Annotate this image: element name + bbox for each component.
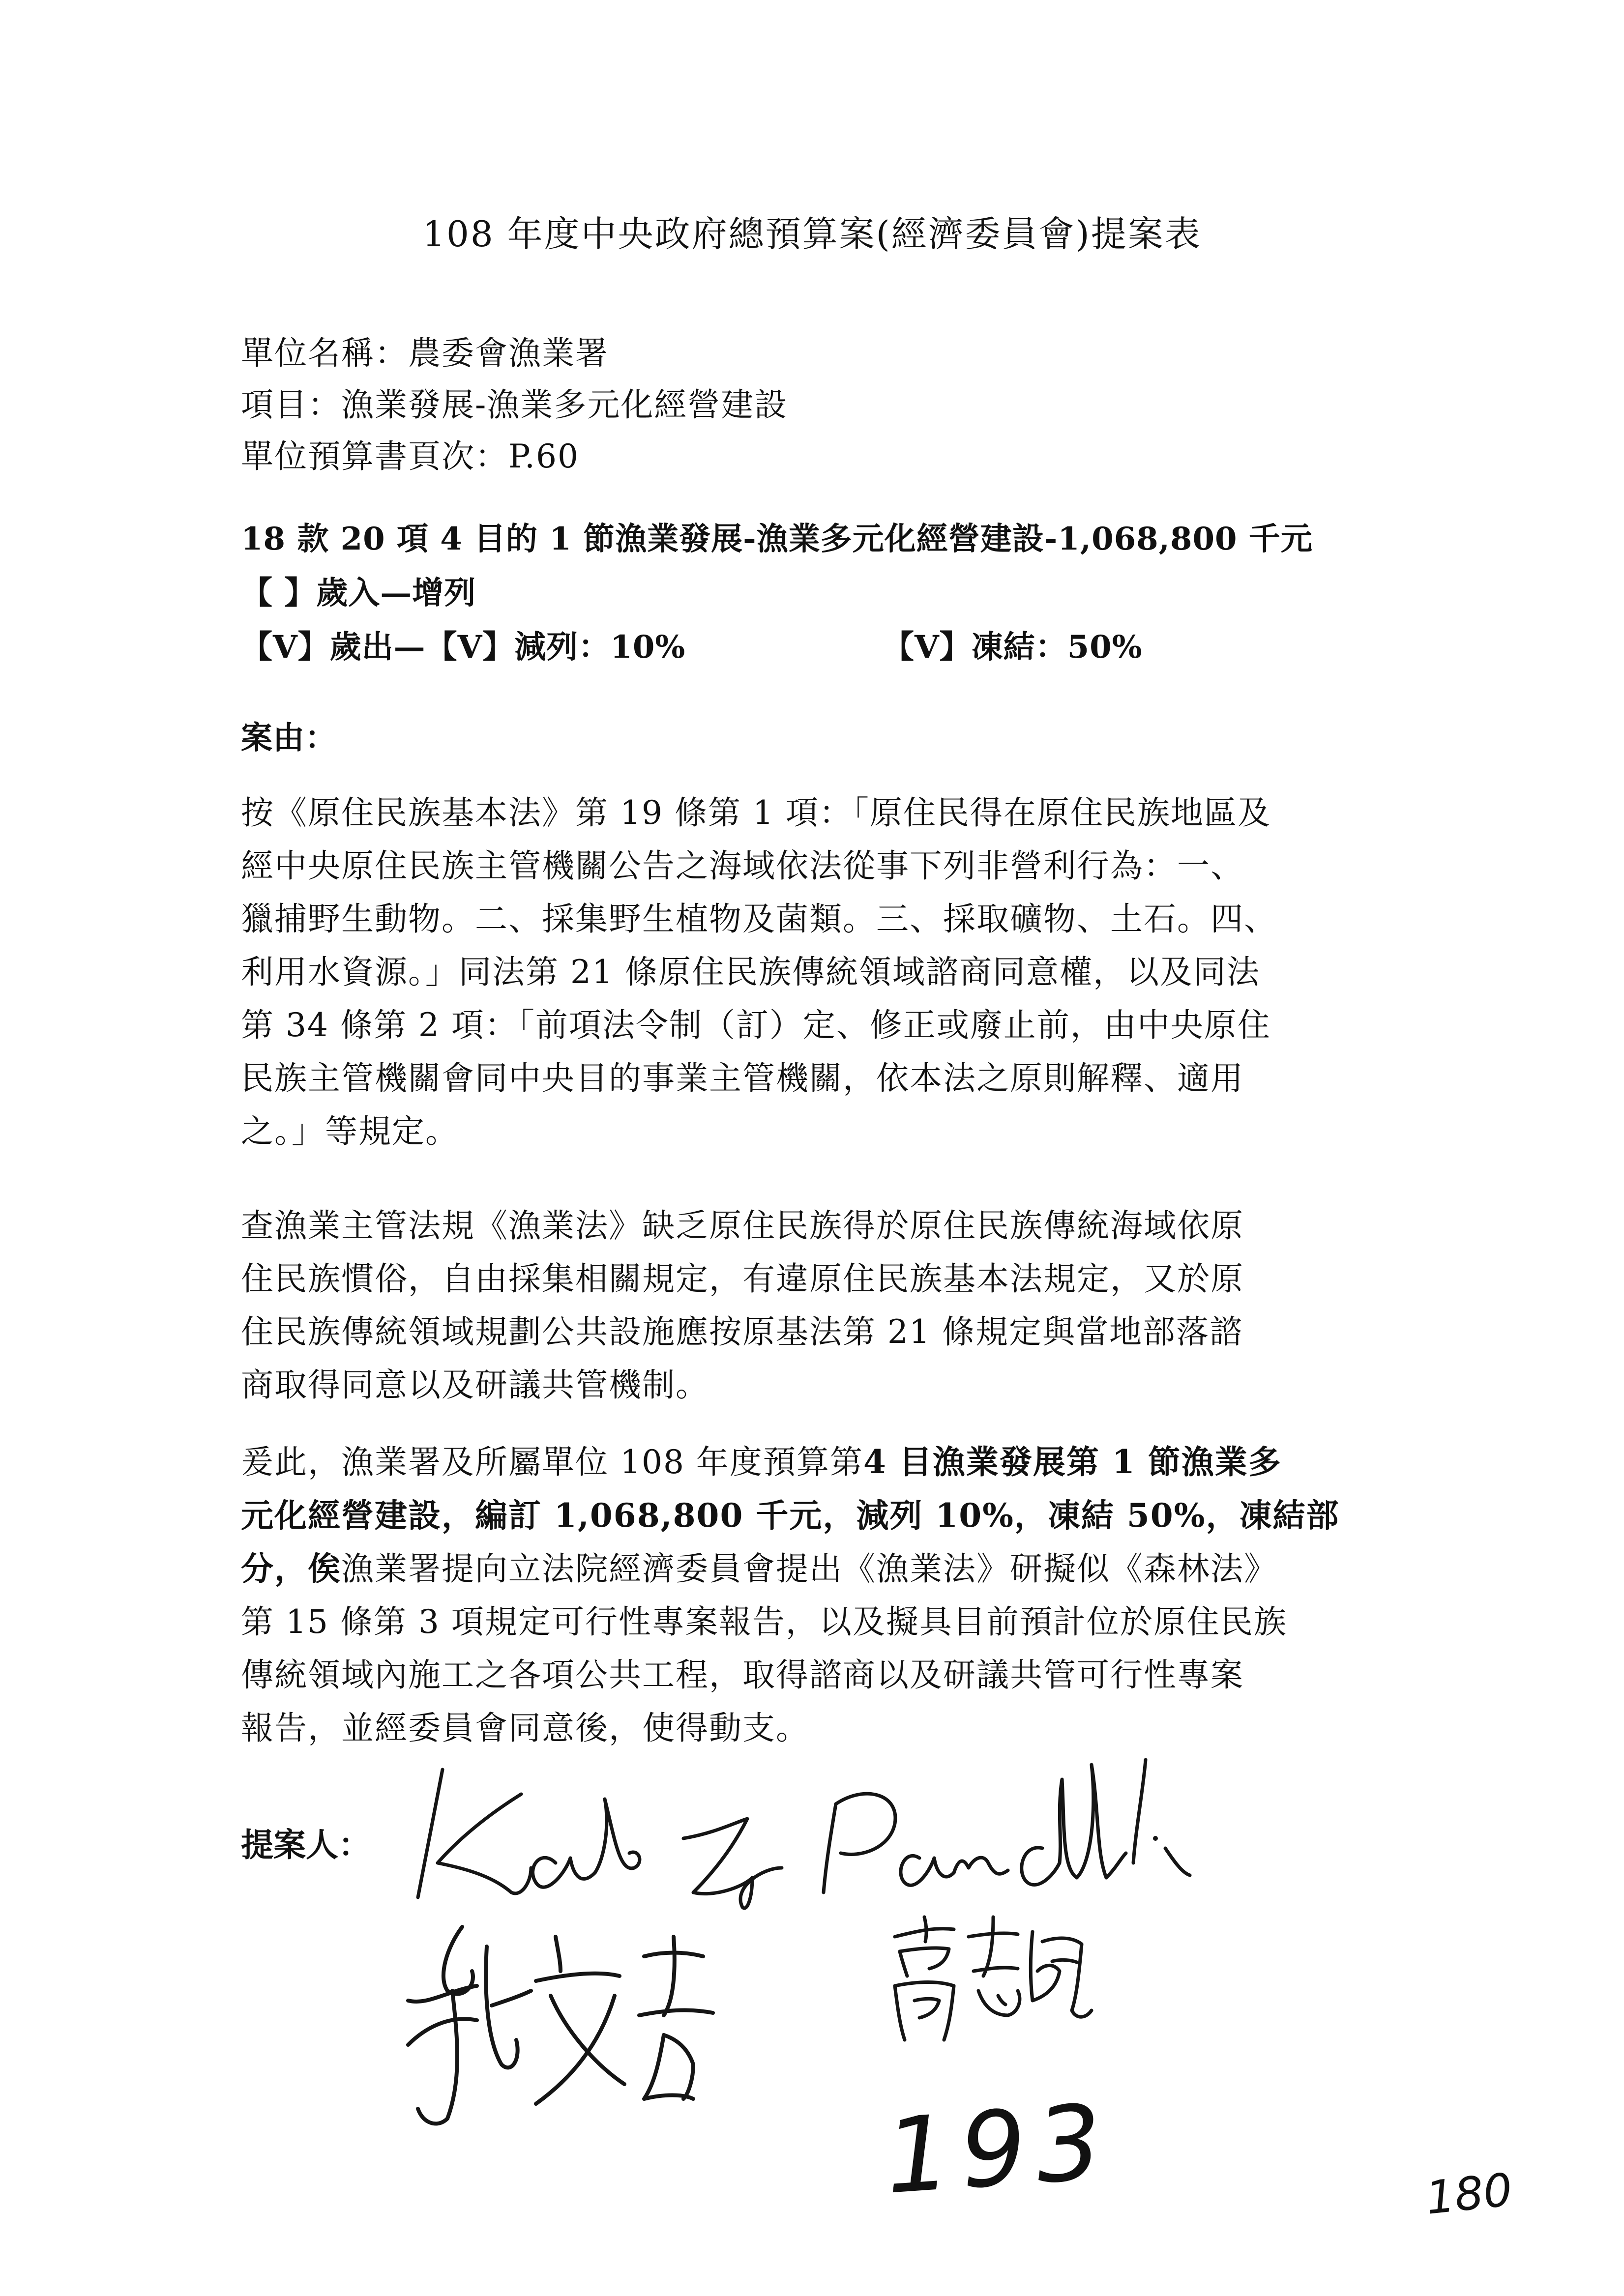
paragraph-3-line: 第 15 條第 3 項規定可行性專案報告，以及擬具目前預計位於原住民族 bbox=[241, 1603, 1287, 1641]
section-heading: 18 款 20 項 4 目的 1 節漁業發展-漁業多元化經營建設-1,068,800 千元 bbox=[241, 521, 1313, 557]
paragraph-3-line: 傳統領域內施工之各項公共工程，取得諮商以及研議共管可行性專案 bbox=[241, 1656, 1244, 1694]
paragraph-1-line: 利用水資源。」同法第 21 條原住民族傳統領域諮商同意權，以及同法 bbox=[241, 953, 1260, 991]
paragraph-2-line: 住民族傳統領域規劃公共設施應按原基法第 21 條規定與當地部落諮 bbox=[241, 1313, 1243, 1351]
expense-line: 【V】歲出—【V】減列：10% bbox=[241, 629, 686, 666]
paragraph-2-line: 住民族慣俗，自由採集相關規定，有違原住民族基本法規定，又於原 bbox=[241, 1260, 1244, 1298]
unit-name: 單位名稱：農委會漁業署 bbox=[241, 334, 609, 372]
signature-gao-zhi-peng-text: 高志鵬 bbox=[885, 2048, 900, 2054]
paragraph-3-text: 爰此，漁業署及所屬單位 108 年度預算第 bbox=[241, 1443, 863, 1481]
paragraph-2 bbox=[241, 1199, 1387, 1412]
paragraph-3-line: 元化經營建設，編訂 1,068,800 千元，減列 10%，凍結 50%，凍結部 bbox=[241, 1496, 1340, 1535]
paragraph-2-line: 查漁業主管法規《漁業法》缺乏原住民族得於原住民族傳統海域依原 bbox=[241, 1207, 1244, 1245]
paragraph-3-text: 漁業署提向立法院經濟委員會提出《漁業法》研擬似《森林法》 bbox=[341, 1550, 1277, 1588]
page-number: 180 bbox=[1423, 2163, 1515, 2225]
revenue-line: 【 】歲入—增列 bbox=[241, 575, 476, 611]
paragraph-3-bold: 4 目漁業發展第 1 節漁業多 bbox=[863, 1443, 1282, 1481]
page-title: 108 年度中央政府總預算案(經濟委員會)提案表 bbox=[422, 213, 1202, 255]
signature-kong-wen-ji bbox=[388, 1917, 742, 2138]
paragraph-1-line: 民族主管機關會同中央目的事業主管機關，依本法之原則解釋、適用 bbox=[241, 1059, 1244, 1097]
budget-page-ref: 單位預算書頁次：P.60 bbox=[241, 437, 579, 475]
paragraph-1-line: 經中央原住民族主管機關公告之海域依法從事下列非營利行為：一、 bbox=[241, 847, 1244, 885]
paragraph-1 bbox=[241, 786, 1387, 1158]
signature-kong-wen-ji-text: 孔文吉 bbox=[393, 2132, 408, 2137]
budget-item: 項目：漁業發展-漁業多元化經營建設 bbox=[241, 386, 788, 424]
handwritten-number: 193 bbox=[881, 2081, 1116, 2217]
paragraph-1-line: 獵捕野生動物。二、採集野生植物及菌類。三、採取礦物、土石。四、 bbox=[241, 900, 1277, 938]
signature-gao-zhi-peng bbox=[880, 1907, 1101, 2055]
paragraph-3-line bbox=[241, 1542, 1387, 1596]
paragraph-3-line: 報告，並經委員會同意後，使得動支。 bbox=[241, 1709, 809, 1747]
paragraph-2-line: 商取得同意以及研議共管機制。 bbox=[241, 1366, 709, 1404]
paragraph-1-line: 按《原住民族基本法》第 19 條第 1 項：「原住民得在原住民族地區及 bbox=[241, 794, 1271, 832]
paragraph-3 bbox=[241, 1435, 1387, 1755]
signature-kawlo-iyun-pacidal bbox=[408, 1750, 1318, 1912]
paragraph-3-line bbox=[241, 1435, 1387, 1489]
paragraph-1-line: 第 34 條第 2 項：「前項法令制（訂）定、修正或廢止前，由中央原住 bbox=[241, 1006, 1271, 1044]
proposer-label: 提案人： bbox=[241, 1826, 371, 1864]
paragraph-1-line: 之。」等規定。 bbox=[241, 1112, 459, 1150]
reason-label: 案由： bbox=[241, 720, 337, 756]
signature-kawlo-iyun-pacidal-text: Kawlo Iyun Pacidal bbox=[413, 1906, 461, 1911]
freeze-line: 【V】凍結：50% bbox=[883, 629, 1143, 666]
paragraph-3-bold: 分，俟 bbox=[241, 1549, 341, 1588]
